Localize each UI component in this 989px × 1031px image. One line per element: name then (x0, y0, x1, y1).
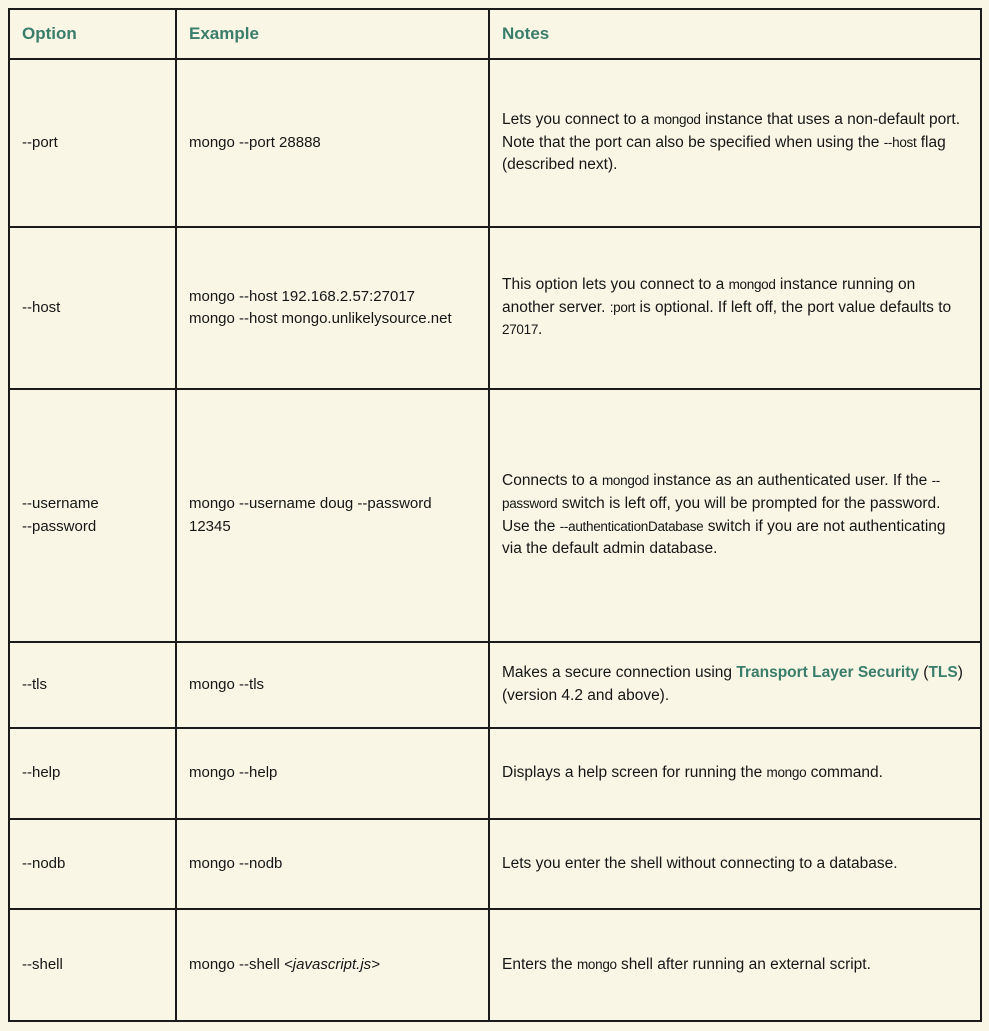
notes-cell (489, 642, 981, 728)
code-span: mongo (766, 765, 807, 781)
notes-cell (489, 819, 981, 909)
option-line: --username (22, 495, 99, 512)
text-span: mongo --tls (189, 675, 265, 693)
text-span: Connects to a (502, 471, 602, 489)
option-line: --host (22, 298, 61, 316)
text-span: Lets you enter the shell without connecting to a database. (502, 854, 898, 872)
code-span: --password (502, 472, 940, 511)
example-line (189, 493, 476, 538)
option-cell (9, 819, 176, 909)
header-row (9, 9, 981, 59)
text-span: instance that uses a non-default port. Note that the port can also be specified when using the (502, 110, 961, 151)
text-span: mongo --nodb (189, 854, 283, 872)
text-span: command. (806, 764, 883, 782)
text-span: mongo --host 192.168.2.57:27017 (189, 287, 416, 305)
example-cell (176, 227, 489, 389)
code-span: --authenticationDatabase (559, 518, 704, 534)
table-row (9, 909, 981, 1021)
code-span: --host (883, 134, 917, 150)
text-span: . (538, 321, 543, 339)
code-span: mongod (728, 276, 776, 292)
example-line (189, 674, 476, 697)
text-span: Enters the (502, 955, 577, 973)
text-span: mongo --help (189, 764, 278, 782)
text-span: ) (version 4.2 and above). (502, 664, 963, 704)
option-cell (9, 227, 176, 389)
table-row (9, 227, 981, 389)
column-header-option: Option (9, 9, 176, 59)
example-cell (176, 389, 489, 642)
column-header-example: Example (176, 9, 489, 59)
example-line (189, 308, 476, 331)
option-line: --shell (22, 955, 63, 973)
code-span: 27017 (502, 322, 539, 338)
option-line: --nodb (22, 854, 66, 872)
text-span: instance as an authenticated user. If the (648, 471, 932, 489)
code-span: mongod (653, 111, 701, 127)
notes-cell (489, 909, 981, 1021)
link-text[interactable]: Transport Layer Security (736, 664, 919, 682)
text-span: flag (described next). (502, 133, 946, 174)
text-span: Displays a help screen for running the (502, 764, 767, 782)
option-line: --help (22, 764, 61, 782)
text-span: Makes a secure connection using (502, 664, 737, 682)
notes-cell (489, 728, 981, 819)
text-span: switch if you are not authenticating via the default admin database. (502, 517, 946, 558)
table-header (9, 9, 981, 59)
code-span: :port (609, 299, 636, 315)
option-line: --tls (22, 675, 47, 693)
text-span: This option lets you connect to a (502, 275, 729, 293)
example-line (189, 954, 476, 977)
option-cell (9, 728, 176, 819)
text-span: shell after running an external script. (616, 955, 871, 973)
example-line (189, 762, 476, 785)
table-body (9, 59, 981, 1021)
options-table (8, 8, 982, 1022)
text-span: switch is left off, you will be prompted for the password. Use the (502, 494, 941, 535)
option-cell (9, 59, 176, 227)
example-cell (176, 59, 489, 227)
text-span: ( (918, 664, 929, 682)
example-cell (176, 728, 489, 819)
example-line (189, 286, 476, 309)
text-span: mongo --port 28888 (189, 133, 321, 151)
example-cell (176, 642, 489, 728)
text-span: mongo --username doug --password 12345 (189, 495, 432, 535)
example-line (189, 132, 476, 155)
table-row (9, 819, 981, 909)
notes-cell (489, 227, 981, 389)
text-span: mongo --shell (189, 955, 285, 973)
code-span: mongod (601, 472, 649, 488)
table-row (9, 389, 981, 642)
option-line: --password (22, 517, 97, 535)
table-row (9, 59, 981, 227)
text-span: instance running on another server. (502, 275, 916, 316)
option-cell (9, 642, 176, 728)
option-cell (9, 389, 176, 642)
text-span: Lets you connect to a (502, 110, 654, 128)
column-header-notes: Notes (489, 9, 981, 59)
text-span: is optional. If left off, the port value defaults to (635, 298, 952, 316)
option-line: --port (22, 133, 58, 151)
table-row (9, 728, 981, 819)
table-row (9, 642, 981, 728)
example-cell (176, 909, 489, 1021)
text-span: mongo --host mongo.unlikelysource.net (189, 310, 452, 327)
code-span: mongo (576, 956, 617, 972)
option-cell (9, 909, 176, 1021)
link-text[interactable]: TLS (928, 664, 958, 682)
notes-cell (489, 389, 981, 642)
example-cell (176, 819, 489, 909)
notes-cell (489, 59, 981, 227)
italic-span: <javascript.js> (284, 955, 380, 973)
example-line (189, 853, 476, 876)
